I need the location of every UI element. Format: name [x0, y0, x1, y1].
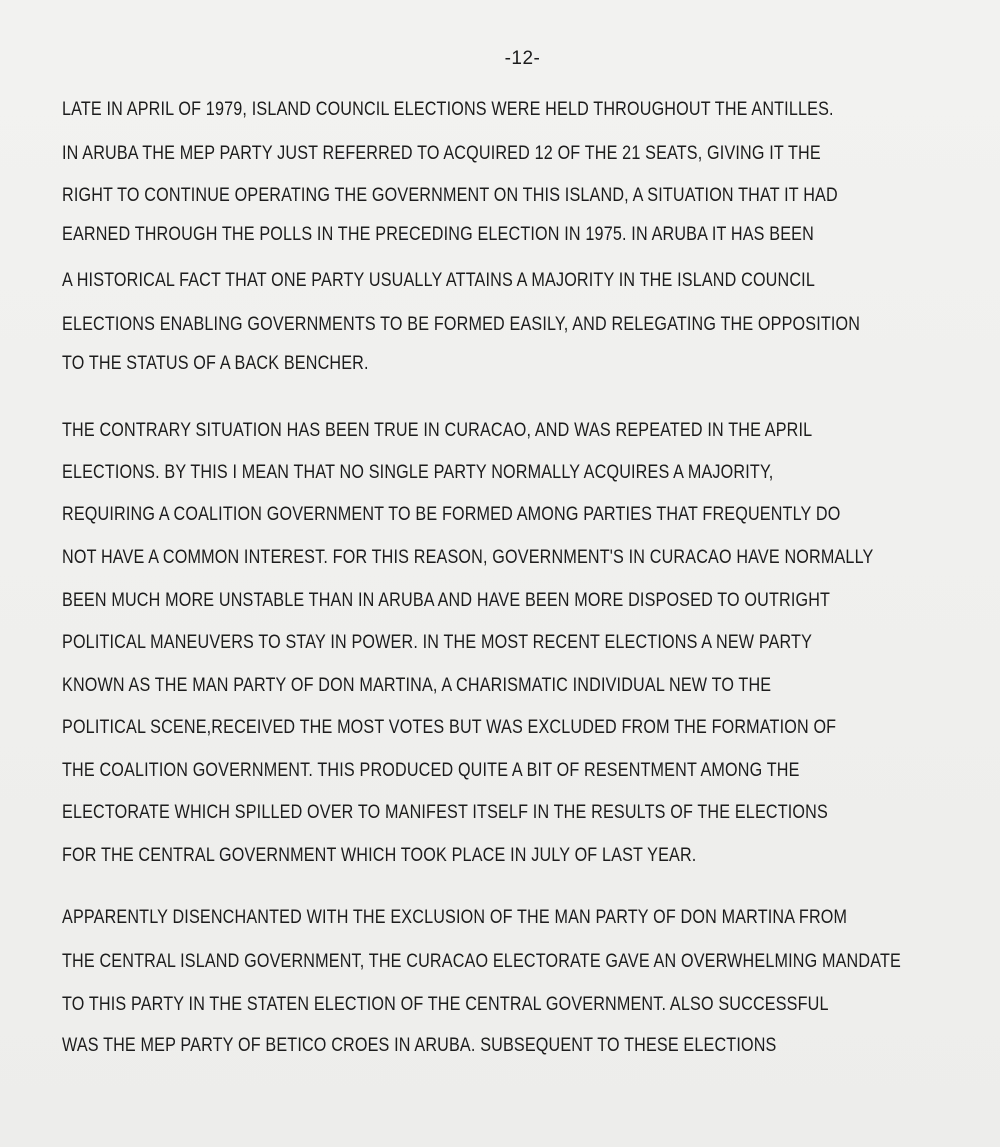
text-line: POLITICAL SCENE,RECEIVED THE MOST VOTES BUT WAS EXCLUDED FROM THE FORMATION OF	[62, 717, 837, 738]
text-line: KNOWN AS THE MAN PARTY OF DON MARTINA, A CHARISMATIC INDIVIDUAL NEW TO THE	[62, 675, 772, 696]
text-line: BEEN MUCH MORE UNSTABLE THAN IN ARUBA AND HAVE BEEN MORE DISPOSED TO OUTRIGHT	[62, 590, 831, 611]
text-line: EARNED THROUGH THE POLLS IN THE PRECEDING ELECTION IN 1975. IN ARUBA IT HAS BEEN	[62, 224, 814, 245]
text-line: TO THE STATUS OF A BACK BENCHER.	[62, 353, 369, 374]
text-line: NOT HAVE A COMMON INTEREST. FOR THIS REASON, GOVERNMENT'S IN CURACAO HAVE NORMALLY	[62, 547, 874, 568]
text-line: LATE IN APRIL OF 1979, ISLAND COUNCIL ELECTIONS WERE HELD THROUGHOUT THE ANTILLES.	[62, 99, 834, 120]
text-line: THE CENTRAL ISLAND GOVERNMENT, THE CURACAO ELECTORATE GAVE AN OVERWHELMING MANDATE	[62, 951, 901, 972]
text-line: RIGHT TO CONTINUE OPERATING THE GOVERNMENT ON THIS ISLAND, A SITUATION THAT IT HAD	[62, 185, 838, 206]
text-line: A HISTORICAL FACT THAT ONE PARTY USUALLY ATTAINS A MAJORITY IN THE ISLAND COUNCIL	[62, 270, 815, 291]
text-line: TO THIS PARTY IN THE STATEN ELECTION OF THE CENTRAL GOVERNMENT. ALSO SUCCESSFUL	[62, 994, 829, 1015]
text-line: FOR THE CENTRAL GOVERNMENT WHICH TOOK PLACE IN JULY OF LAST YEAR.	[62, 845, 697, 866]
text-line: APPARENTLY DISENCHANTED WITH THE EXCLUSION OF THE MAN PARTY OF DON MARTINA FROM	[62, 907, 848, 928]
text-line: THE COALITION GOVERNMENT. THIS PRODUCED QUITE A BIT OF RESENTMENT AMONG THE	[62, 760, 800, 781]
text-line: ELECTIONS ENABLING GOVERNMENTS TO BE FORMED EASILY, AND RELEGATING THE OPPOSITION	[62, 314, 861, 335]
text-line: POLITICAL MANEUVERS TO STAY IN POWER. IN THE MOST RECENT ELECTIONS A NEW PARTY	[62, 632, 813, 653]
text-line: WAS THE MEP PARTY OF BETICO CROES IN ARUBA. SUBSEQUENT TO THESE ELECTIONS	[62, 1035, 777, 1056]
text-line: ELECTIONS. BY THIS I MEAN THAT NO SINGLE PARTY NORMALLY ACQUIRES A MAJORITY,	[62, 462, 774, 483]
text-line: THE CONTRARY SITUATION HAS BEEN TRUE IN CURACAO, AND WAS REPEATED IN THE APRIL	[62, 420, 813, 441]
text-line: IN ARUBA THE MEP PARTY JUST REFERRED TO ACQUIRED 12 OF THE 21 SEATS, GIVING IT THE	[62, 143, 821, 164]
page-number: -12-	[504, 48, 541, 69]
text-line: REQUIRING A COALITION GOVERNMENT TO BE FORMED AMONG PARTIES THAT FREQUENTLY DO	[62, 504, 841, 525]
text-line: ELECTORATE WHICH SPILLED OVER TO MANIFEST ITSELF IN THE RESULTS OF THE ELECTIONS	[62, 802, 828, 823]
